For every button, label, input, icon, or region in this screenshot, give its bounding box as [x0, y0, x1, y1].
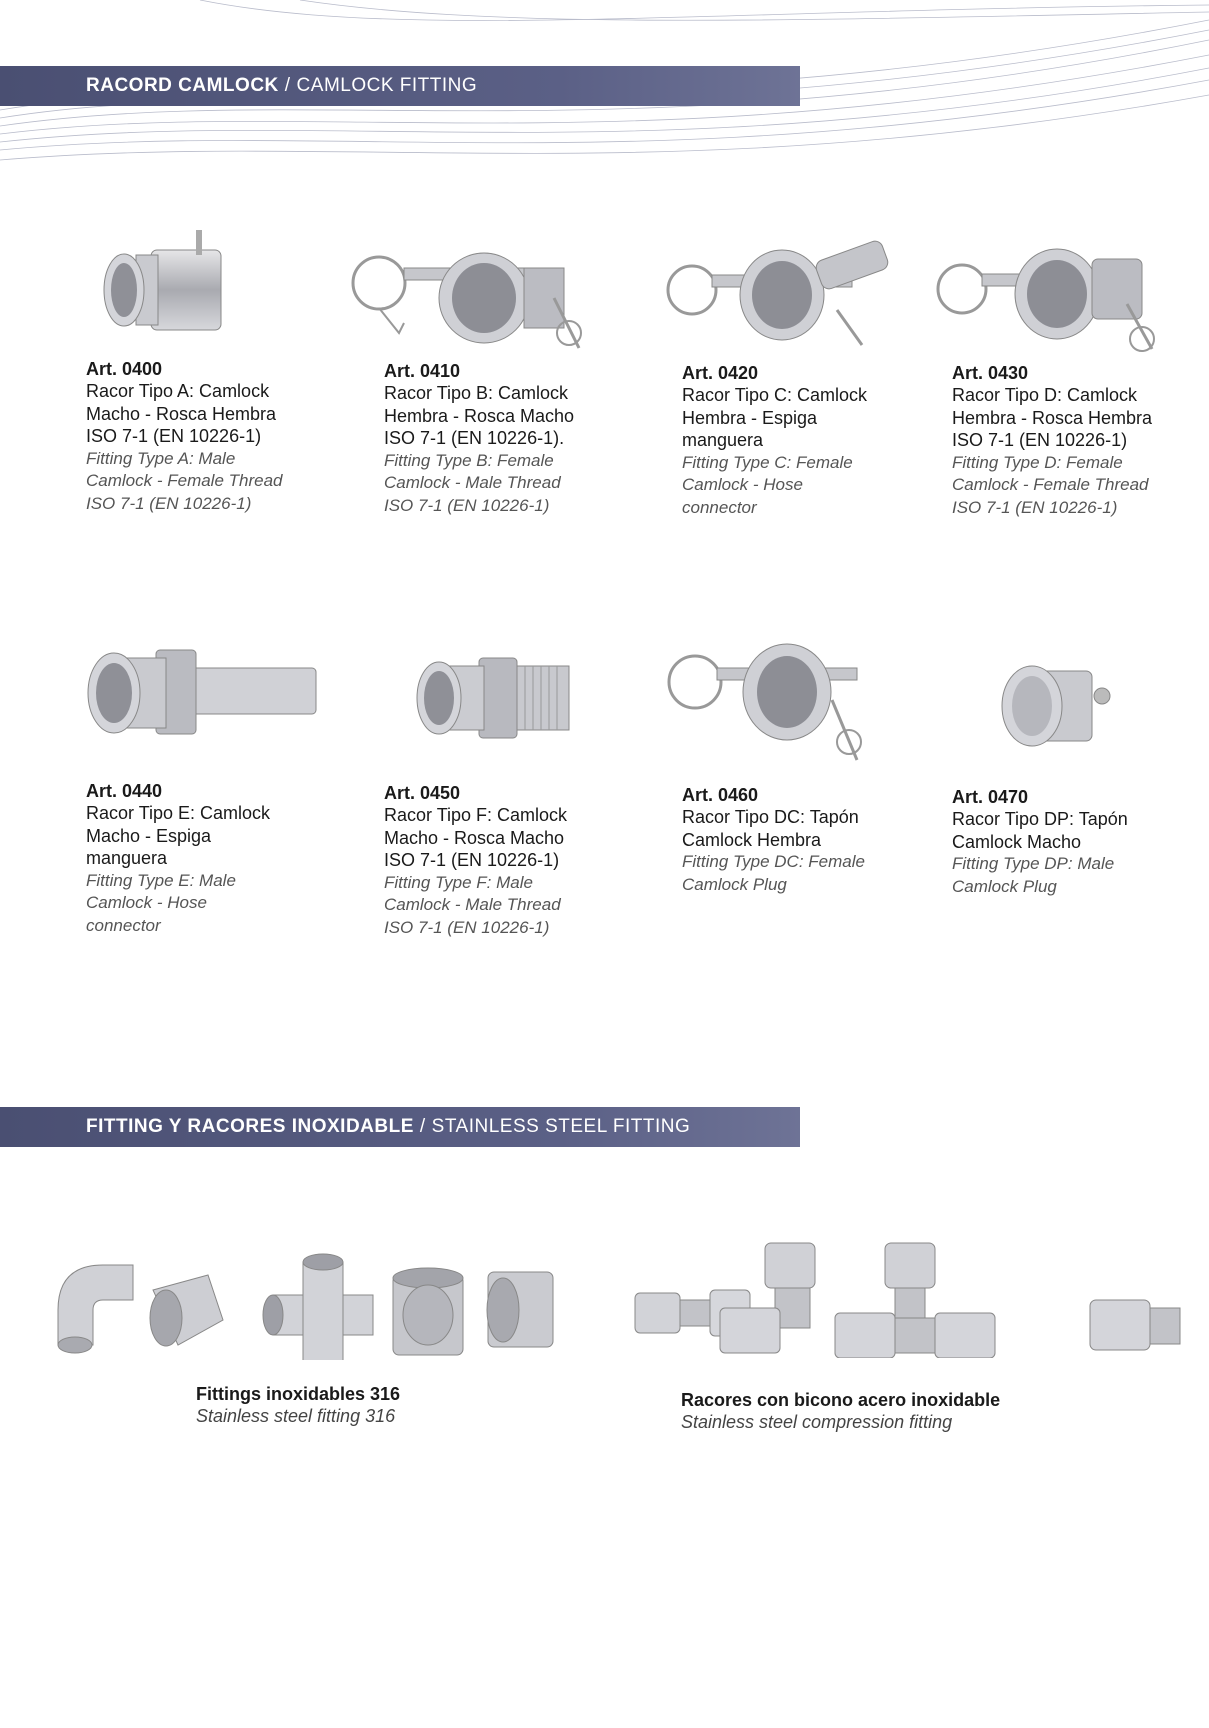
stainless-fittings-316-image [48, 1250, 608, 1360]
product-text [86, 358, 356, 515]
product-desc-en: Fitting Type D: Female Camlock - Female Thread ISO 7-1 (EN 10226-1) [952, 452, 1149, 517]
section-banner-camlock [0, 66, 800, 106]
product-text [952, 362, 1209, 519]
section-title-es: FITTING Y RACORES INOXIDABLE [86, 1116, 414, 1137]
camlock-type-e-image [76, 638, 326, 748]
camlock-type-d-image [932, 234, 1182, 354]
product-desc-en: Fitting Type DP: Male Camlock Plug [952, 854, 1115, 896]
product-text [682, 784, 952, 896]
product-art-number: Art. 0450 [384, 783, 461, 803]
product-art-number: Art. 0470 [952, 787, 1029, 807]
product-desc-es: Racor Tipo E: Camlock Macho - Espiga manguera [86, 803, 271, 868]
camlock-type-dc-image [657, 630, 897, 765]
product-art-number: Art. 0420 [682, 363, 759, 383]
product-desc-en: Fitting Type E: Male Camlock - Hose connector [86, 870, 236, 935]
caption-fittings-316 [196, 1383, 400, 1427]
section-separator: / [419, 1116, 426, 1137]
camlock-type-a-image [96, 230, 236, 350]
product-art-number: Art. 0400 [86, 359, 163, 379]
product-art-number: Art. 0440 [86, 781, 163, 801]
product-text [384, 360, 654, 517]
caption-compression-fittings [681, 1389, 1000, 1433]
caption-es: Racores con bicono acero inoxidable [681, 1390, 1001, 1410]
camlock-type-dp-image [992, 656, 1122, 756]
product-text [384, 782, 654, 939]
product-art-number: Art. 0460 [682, 785, 759, 805]
section-banner-stainless [0, 1107, 800, 1147]
product-text [952, 786, 1209, 898]
product-desc-es: Racor Tipo F: Camlock Macho - Rosca Macho ISO 7-1 (EN 10226-1) [384, 805, 568, 870]
compression-fittings-image [630, 1228, 1190, 1358]
product-desc-es: Racor Tipo C: Camlock Hembra - Espiga manguera [682, 385, 868, 450]
product-desc-en: Fitting Type DC: Female Camlock Plug [682, 852, 865, 894]
product-desc-en: Fitting Type A: Male Camlock - Female Thread ISO 7-1 (EN 10226-1) [86, 448, 283, 513]
section-separator: / [284, 75, 291, 96]
caption-en: Stainless steel fitting 316 [196, 1406, 396, 1426]
product-desc-es: Racor Tipo B: Camlock Hembra - Rosca Macho ISO 7-1 (EN 10226-1). [384, 383, 575, 448]
product-text [86, 780, 356, 937]
camlock-type-b-image [344, 238, 614, 353]
section-title-es: RACORD CAMLOCK [86, 75, 279, 96]
caption-es: Fittings inoxidables 316 [196, 1384, 401, 1404]
section-title-en: CAMLOCK FITTING [296, 74, 478, 96]
product-desc-es: Racor Tipo DC: Tapón Camlock Hembra [682, 807, 859, 850]
product-desc-en: Fitting Type C: Female Camlock - Hose connector [682, 452, 853, 517]
product-desc-es: Racor Tipo D: Camlock Hembra - Rosca Hembra ISO 7-1 (EN 10226-1) [952, 385, 1153, 450]
product-desc-es: Racor Tipo A: Camlock Macho - Rosca Hembra ISO 7-1 (EN 10226-1) [86, 381, 277, 446]
product-desc-en: Fitting Type B: Female Camlock - Male Thread ISO 7-1 (EN 10226-1) [384, 450, 561, 515]
camlock-type-c-image [662, 230, 922, 350]
product-text [682, 362, 952, 519]
camlock-type-f-image [409, 648, 579, 748]
product-desc-es: Racor Tipo DP: Tapón Camlock Macho [952, 809, 1128, 852]
product-art-number: Art. 0430 [952, 363, 1029, 383]
product-desc-en: Fitting Type F: Male Camlock - Male Thread ISO 7-1 (EN 10226-1) [384, 872, 561, 937]
product-art-number: Art. 0410 [384, 361, 461, 381]
section-title-en: STAINLESS STEEL FITTING [431, 1115, 691, 1137]
caption-en: Stainless steel compression fitting [681, 1412, 953, 1432]
